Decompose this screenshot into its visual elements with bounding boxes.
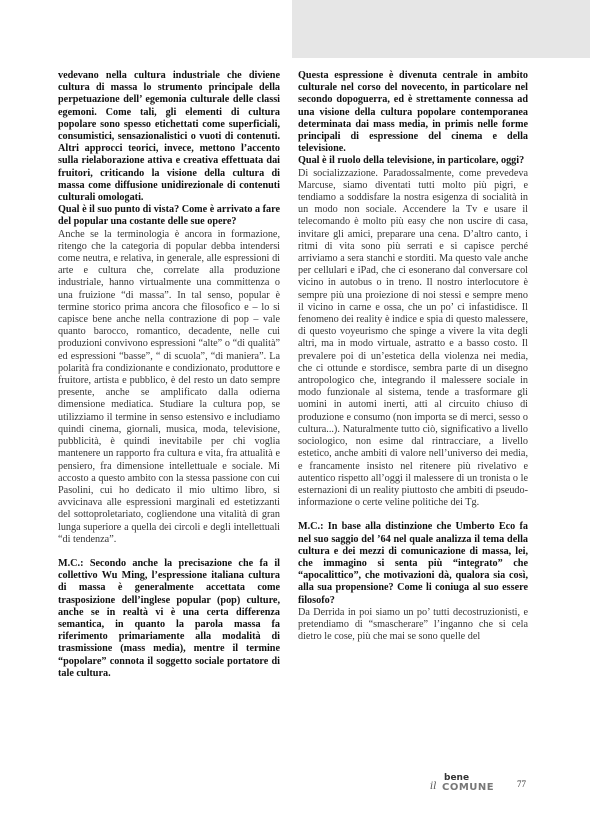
logo-il-text: il bbox=[430, 781, 437, 792]
right-column bbox=[298, 70, 528, 643]
question-text: Qual è il suo punto di vista? Come è arrivato a fare del popular una costante delle sue opere? bbox=[58, 204, 280, 228]
question-text: Qual è il ruolo della televisione, in particolare, oggi? bbox=[298, 155, 525, 167]
question-text: M.C.: Secondo anche la precisazione che fa il collettivo Wu Ming, l’espressione italiana cultura di massa è generalmente accettata come trasposizione dell’inglese popular (pop) culture, anche se in realtà vi è una certa differenza semantica, in quanto la parola massa fa riferimento primariamente alla modalità di trasmissione (mass media), mentre il termine “popolare” connota il soggetto sociale portatore di tale cultura. bbox=[58, 557, 280, 679]
page-footer bbox=[366, 773, 526, 795]
page-number: 77 bbox=[517, 779, 526, 789]
logo-top-text: bene bbox=[444, 773, 470, 783]
question-text: M.C.: In base alla distinzione che Umberto Eco fa nel suo saggio del ’64 nel quale analizza il tema della cultura e dei mezzi di comunicazione di massa, lei, che immagino si senta più “integrato” che “apocalittico”, che motivazioni dà, qualora sia così, alla sua propensione? Come li coniuga al suo essere filosofo? bbox=[298, 521, 528, 606]
answer-text: Da Derrida in poi siamo un po’ tutti decostruzionisti, e pretendiamo di “smascherare” l’inganno che si cela dietro le cose, più che mai se sono quelle del bbox=[298, 606, 528, 643]
question-text: Questa espressione è divenuta centrale in ambito culturale nel corso del novecento, in particolare nel secondo dopoguerra, ed è strettamente connessa ad una visione della cultura popolare contemporanea determinata dai mass media, in primis nelle forme principali di espressione del cinema e della televisione. bbox=[298, 70, 528, 155]
top-header-band bbox=[0, 0, 590, 58]
logo-bottom-text: COMUNE bbox=[442, 782, 495, 793]
magazine-logo bbox=[430, 773, 510, 795]
left-column bbox=[58, 70, 280, 680]
answer-text: Di socializzazione. Paradossalmente, come prevedeva Marcuse, siamo diventati tutti molto più pigri, e tendiamo a soddisfare la nostra esigenza di socialità in un modo non sociale. Accendere la Tv e usare il telecomando è molto più easy che non uscire di casa, invitare gli amici, preparare una cena. D’altro canto, i ritmi di vita sono più serrati e si capisce perché arriviamo a sera stanchi e storditi. Ma questo vale anche per cellulari e iPad, che ci esonerano dal conversare col vicino in autobus o in treno. Il nostro interlocutore è sempre più una proiezione di noi stessi e sempre meno il vicino in carne e ossa, che un po’ ci infastidisce. Il fenomeno dei reality è indice e spia di questo malessere, di questo voyeurismo che spinge a vivere la vita degli altri, ma in modo virtuale, astratto e a basso costo. Il prevalere poi di un’estetica della violenza nei media, che ci ottunde e stordisce, sembra parte di un disegno antropologico che, integrando il malessere sociale in modo funzionale al sistema, tende a trasformare gli uomini in automi inerti, atti al circuito chiuso di produzione e consumo (non importa se di merci, sesso o cultura...). Naturalmente tutto ciò, significativo a livello sociologico, non esime dal rintracciare, a livello estetico, anche ambiti di valore nell’universo dei media, e francamente insisto nel ritenere più rivelativo e autentico rispetto all’oggi il malessere di un tronista o le esternazioni di un reality piuttosto che ambiti di pseudo-informazione o certe veline politiche dei Tg. bbox=[298, 167, 528, 509]
answer-text: Anche se la terminologia è ancora in formazione, ritengo che la categoria di popular debba intendersi come neutra, e relativa, in generale, alle espressioni di arte e cultura che, correlate alla produzione industriale, hanno virtualmente una committenza o una fruizione “di massa”. In tal senso, popular è termine storico prima ancora che filosofico e – lo si capisce bene anche nella contrazione di pop – vale quanto barocco, romantico, decadente, nelle cui produzioni convivono espressioni “alte” o “di qualità” ed espressioni “basse”, “ di scuola”, “di maniera”. La polarità fra condizionante e condizionato, produttore e fruitore, artista e pubblico, è del resto un dato sempre presente, anche se amplificato dalla odierna dimensione mediatica. Studiare la cultura pop, se utilizziamo il termine in senso estensivo e includiamo quindi cinema, giornali, musica, moda, televisione, pubblicità, è quindi inevitabile per chi voglia mantenere un rapporto fra cultura e vita, fra attualità e pensiero, fra dimensione intellettuale e sociale. Mi accosto a questo ambito con la stessa passione con cui Pasolini, cui ho dedicato il mio ultimo libro, si avvicinava alle espressioni marginali ed estetizzanti del sottoproletariato, cogliendone una vitalità di gran lunga superiore a quella dei circoli e degli intellettuali “di tendenza”. bbox=[58, 228, 280, 545]
header-tint-block bbox=[292, 0, 590, 58]
question-text: vedevano nella cultura industriale che diviene cultura di massa lo strumento principale della perpetuazione dell’ egemonia culturale delle classi egemoni. Come tali, gli elementi di cultura popolare sono spesso etichettati come superficiali, consumistici, sensazionalistici o vuoti di contenuti. Altri approcci teorici, invece, mettono l’accento sulla rielaborazione attiva e creativa effettuata dai fruitori, criticando la visione della cultura di massa come diffusione unidirezionale di contenuti culturali omologati. bbox=[58, 70, 280, 204]
